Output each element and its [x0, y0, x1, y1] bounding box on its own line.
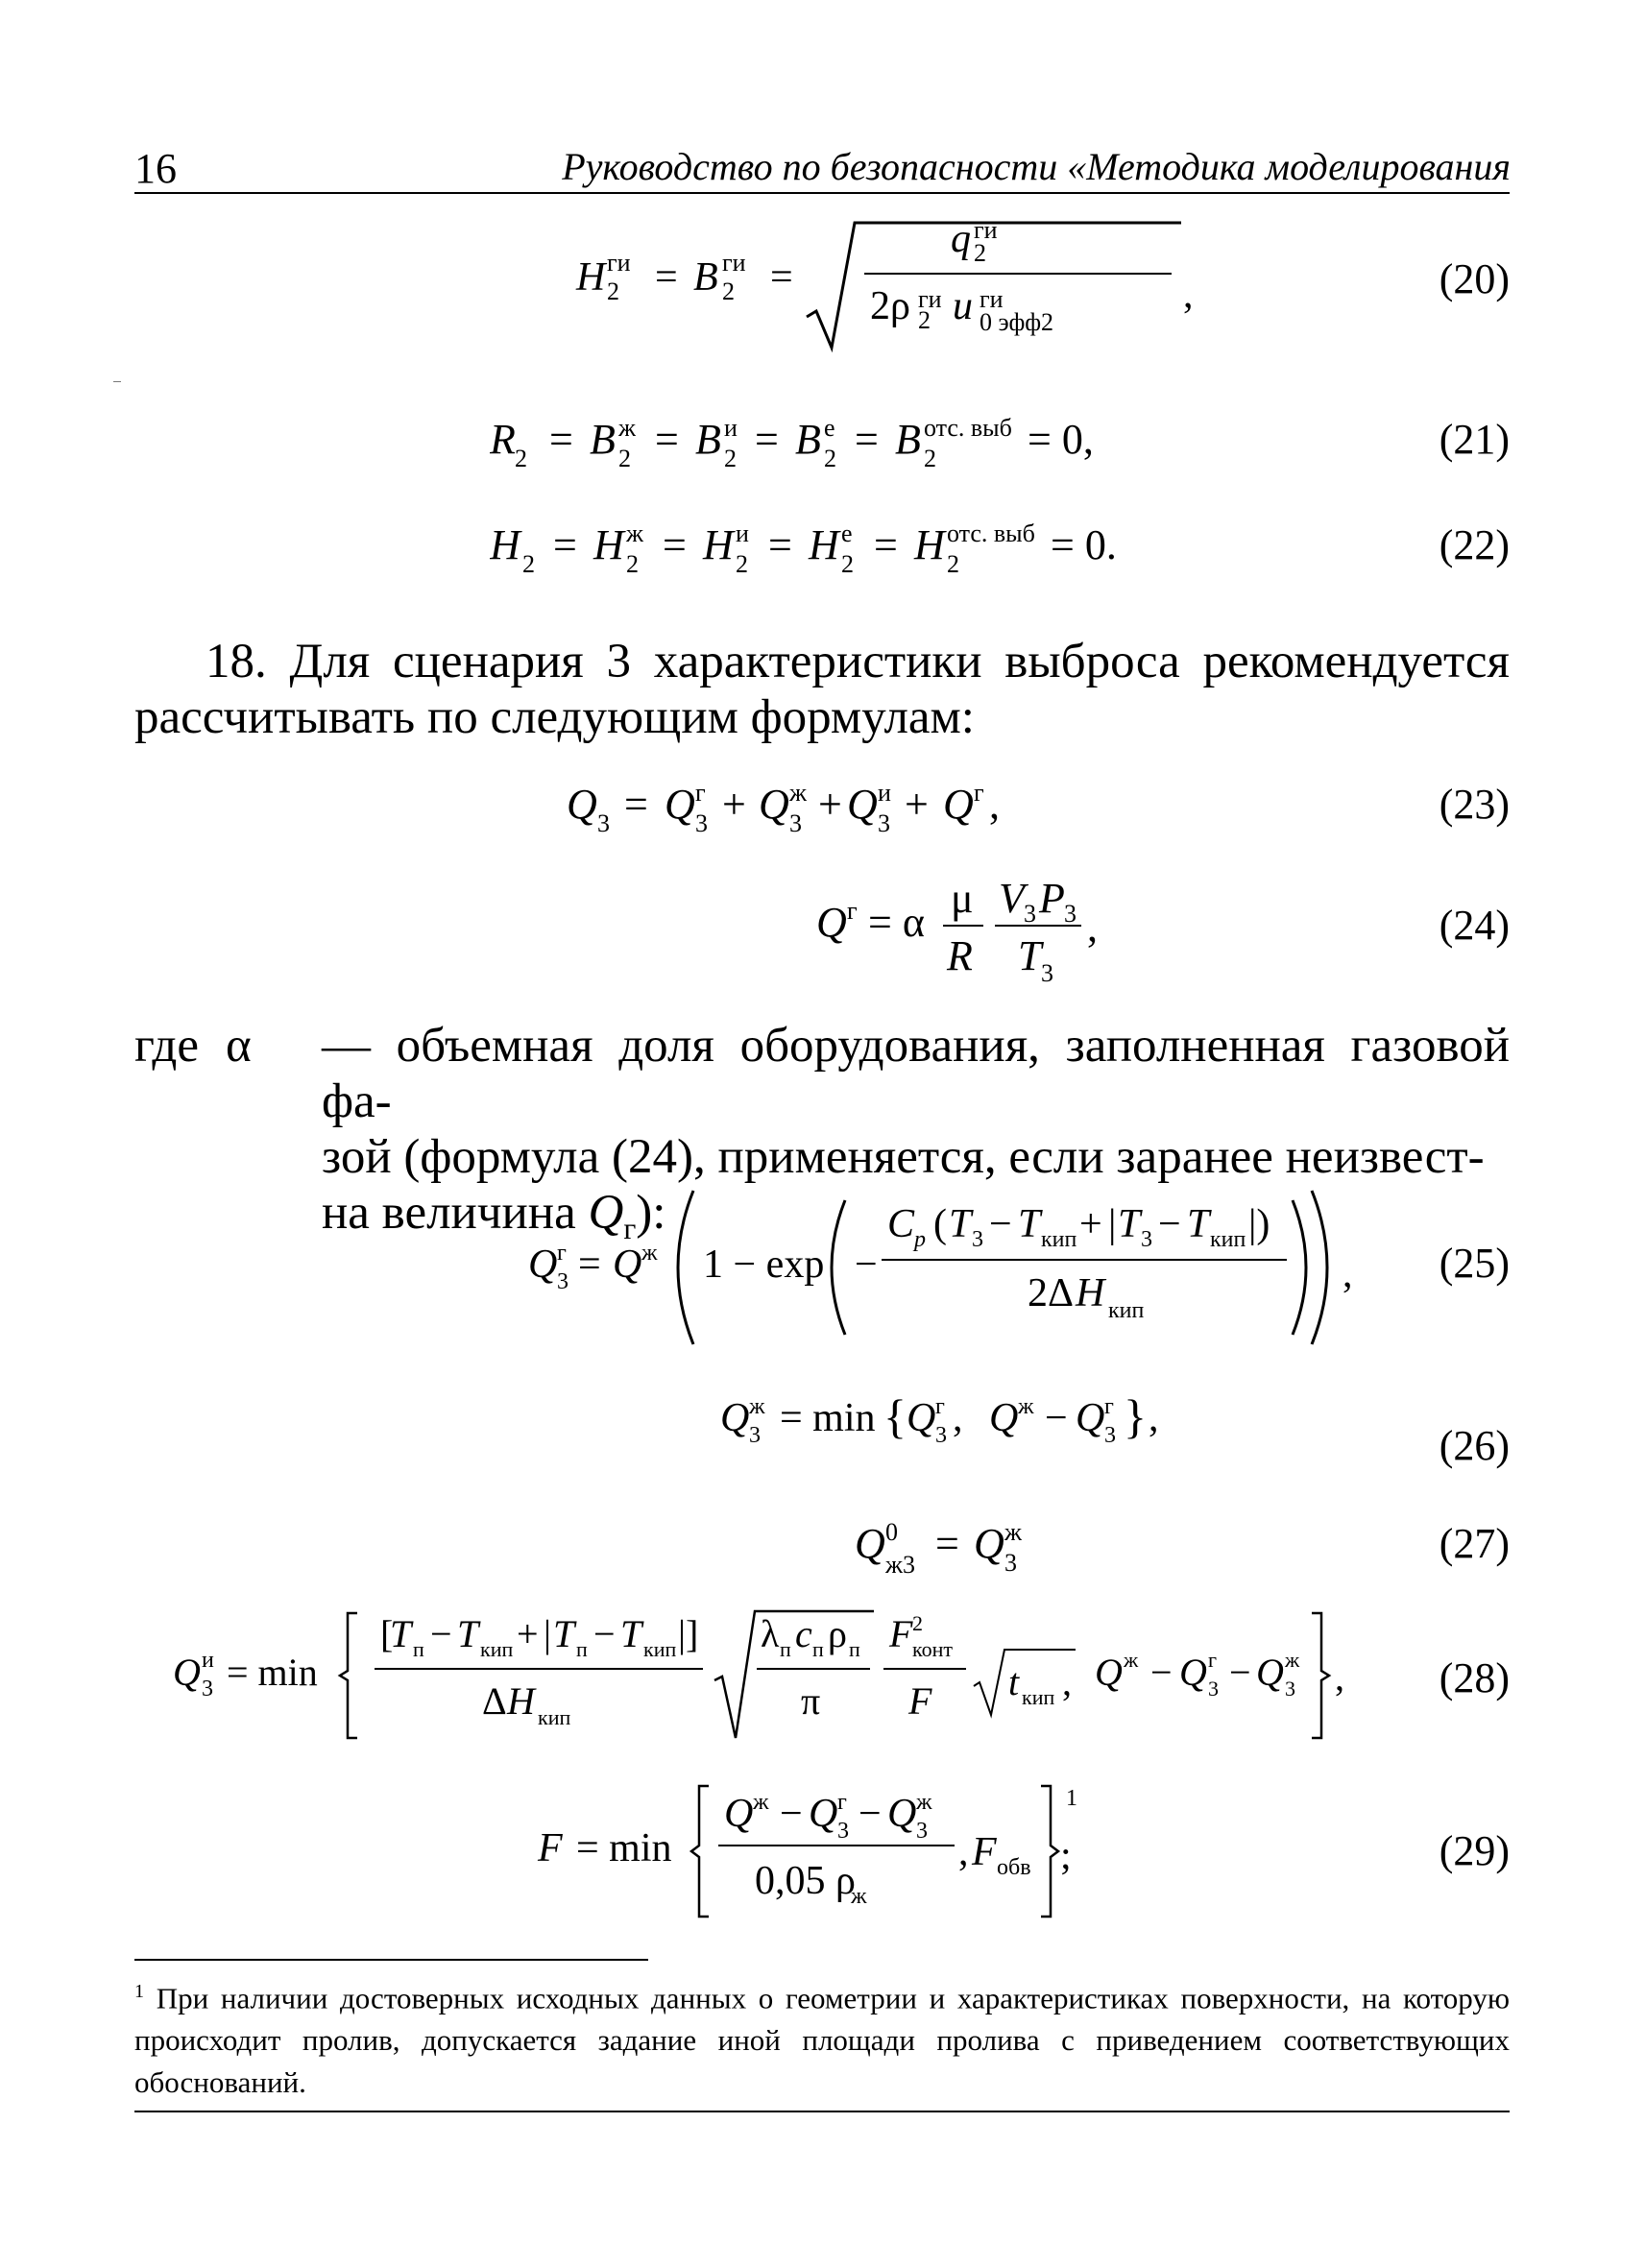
svg-text:+: +	[1079, 1202, 1102, 1246]
alpha-symbol: α	[226, 1019, 252, 1073]
svg-text:е: е	[824, 414, 835, 442]
svg-text:λ: λ	[761, 1612, 780, 1655]
svg-text:3: 3	[1024, 900, 1036, 928]
svg-text:−: −	[989, 1202, 1012, 1246]
svg-text:г: г	[557, 1241, 567, 1266]
svg-text:B: B	[693, 255, 718, 300]
equation-number: (25)	[1439, 1240, 1510, 1287]
svg-text:=: =	[655, 416, 679, 463]
svg-text:−: −	[593, 1612, 616, 1655]
svg-text:ж: ж	[626, 519, 643, 547]
formula-28	[134, 1604, 1517, 1748]
svg-text:г: г	[935, 1394, 945, 1419]
svg-text:Q: Q	[943, 781, 974, 828]
svg-text:Q: Q	[809, 1792, 838, 1836]
svg-text:=: =	[578, 1243, 601, 1287]
svg-text:ж: ж	[851, 1884, 867, 1909]
svg-text:=: =	[874, 521, 898, 568]
svg-text:3: 3	[557, 1269, 568, 1294]
svg-text:2: 2	[918, 306, 931, 334]
definition-line: — объемная доля оборудования, заполненная газовой фа-	[322, 1019, 1510, 1128]
svg-text:3: 3	[1104, 1423, 1116, 1448]
svg-text:R: R	[947, 932, 973, 979]
svg-text:Δ: Δ	[482, 1679, 507, 1723]
svg-text:= min: = min	[780, 1396, 876, 1440]
svg-text:конт: конт	[912, 1637, 953, 1661]
svg-text:п: п	[413, 1637, 424, 1661]
svg-text:п: п	[576, 1637, 588, 1661]
svg-text:p: p	[914, 1227, 926, 1252]
equation-number: (22)	[1439, 521, 1510, 568]
svg-text:= 0,: = 0,	[1028, 416, 1094, 463]
svg-text:,: ,	[989, 781, 1000, 828]
svg-text:г: г	[1208, 1648, 1218, 1672]
svg-text:Q: Q	[1076, 1396, 1105, 1440]
svg-text:=: =	[624, 781, 648, 828]
svg-text:|): |)	[1248, 1202, 1270, 1246]
svg-text:3: 3	[935, 1423, 947, 1448]
svg-text:Q: Q	[1256, 1651, 1284, 1694]
svg-text:H: H	[593, 521, 624, 568]
svg-text:2: 2	[722, 277, 735, 305]
equation-25	[134, 1181, 1510, 1354]
svg-text:Q: Q	[1095, 1651, 1123, 1694]
svg-text:2: 2	[947, 550, 959, 578]
formula-23	[567, 768, 1335, 864]
svg-text:кип: кип	[538, 1705, 571, 1729]
svg-text:−: −	[430, 1612, 452, 1655]
svg-text:ж: ж	[753, 1790, 769, 1815]
svg-text:,: ,	[953, 1396, 963, 1440]
svg-text:−: −	[780, 1792, 803, 1836]
svg-text:2: 2	[626, 550, 639, 578]
svg-text:1: 1	[1066, 1786, 1077, 1811]
svg-text:=: =	[935, 1520, 959, 1567]
equation-number: (24)	[1439, 902, 1510, 949]
svg-text:,: ,	[1335, 1655, 1344, 1699]
svg-text:−: −	[1158, 1202, 1181, 1246]
footnote-text: При наличии достоверных исходных данных о геометрии и характеристиках поверхности, на которую происходит пролив, допускается задание иной площади пролива с приведением соответствующих обоснований.	[134, 1981, 1511, 2100]
svg-text:Q: Q	[887, 1792, 917, 1836]
svg-text:ρ: ρ	[828, 1612, 847, 1655]
definition-line: на величина $Q_г$):	[322, 1186, 666, 1246]
svg-text:Q: Q	[567, 781, 597, 828]
svg-text:,: ,	[1343, 1252, 1353, 1296]
svg-text:кип: кип	[1108, 1298, 1145, 1323]
svg-text:+: +	[905, 781, 929, 828]
svg-text:,: ,	[958, 1830, 969, 1874]
header-rule	[134, 192, 1510, 194]
svg-text:3: 3	[1285, 1677, 1295, 1701]
svg-text:2: 2	[607, 277, 619, 305]
svg-text:и: и	[736, 519, 749, 547]
svg-text:=: =	[655, 255, 678, 300]
svg-text:3: 3	[597, 809, 610, 837]
formula-22	[490, 509, 1354, 605]
svg-text:−: −	[1229, 1651, 1251, 1694]
svg-text:=: =	[549, 416, 573, 463]
svg-text:2: 2	[974, 239, 986, 267]
svg-text:=: =	[770, 255, 793, 300]
definition-line: зой (формула (24), применяется, если заранее неизвест-	[322, 1130, 1485, 1184]
equation-number: (27)	[1439, 1520, 1510, 1567]
svg-text:H: H	[914, 521, 945, 568]
svg-text:2: 2	[515, 445, 527, 472]
svg-text:е: е	[841, 519, 853, 547]
svg-text:и: и	[202, 1648, 214, 1673]
formula-21	[490, 403, 1354, 499]
svg-text:ж: ж	[749, 1394, 765, 1419]
svg-text:ж: ж	[1285, 1648, 1300, 1672]
svg-text:(: (	[933, 1202, 947, 1246]
svg-text:=: =	[553, 521, 577, 568]
svg-text:2: 2	[618, 445, 631, 472]
svg-text:3: 3	[202, 1677, 213, 1701]
svg-text:3: 3	[1004, 1549, 1017, 1577]
svg-text:= 0.: = 0.	[1051, 521, 1117, 568]
svg-text:;: ;	[1060, 1834, 1072, 1878]
equation-26	[134, 1383, 1510, 1488]
svg-text:|]: |]	[678, 1612, 699, 1655]
svg-text:{: {	[883, 1389, 907, 1443]
svg-text:Q: Q	[907, 1396, 936, 1440]
svg-text:ж: ж	[1018, 1394, 1034, 1419]
svg-text:Q: Q	[613, 1243, 642, 1287]
svg-text:г: г	[695, 779, 706, 807]
equation-21	[134, 403, 1510, 499]
svg-text:3: 3	[789, 809, 802, 837]
svg-text:г: г	[974, 779, 984, 807]
svg-text:,: ,	[1183, 273, 1194, 317]
svg-text:ги: ги	[918, 285, 942, 313]
svg-text:и: и	[724, 414, 738, 442]
svg-text:T: T	[1018, 932, 1042, 979]
svg-text:= min: = min	[227, 1651, 318, 1694]
svg-text:μ: μ	[951, 875, 974, 922]
svg-text:T: T	[457, 1612, 479, 1655]
equation-number: (28)	[1439, 1654, 1510, 1701]
svg-text:,: ,	[1062, 1660, 1072, 1703]
svg-text:=: =	[855, 416, 879, 463]
svg-text:H: H	[507, 1679, 535, 1723]
footnote	[134, 1970, 1510, 2104]
svg-text:F: F	[889, 1612, 913, 1655]
svg-text:ж: ж	[641, 1241, 658, 1266]
svg-text:B: B	[795, 416, 821, 463]
svg-text:F: F	[538, 1826, 563, 1870]
footnote-marker: 1	[134, 1981, 144, 2002]
svg-text:г: г	[1104, 1394, 1114, 1419]
svg-text:T: T	[1118, 1202, 1141, 1246]
equation-22	[134, 509, 1510, 605]
svg-text:T: T	[553, 1612, 575, 1655]
svg-text:Q: Q	[855, 1520, 885, 1567]
svg-text:3: 3	[878, 809, 890, 837]
svg-text:H: H	[703, 521, 734, 568]
svg-text:2ρ: 2ρ	[870, 284, 910, 328]
margin-mark	[113, 381, 121, 382]
svg-text:T: T	[1187, 1202, 1210, 1246]
svg-text:Q: Q	[720, 1396, 750, 1440]
svg-text:−: −	[859, 1792, 882, 1836]
svg-text:,: ,	[1087, 904, 1098, 951]
svg-text:отс. выб: отс. выб	[947, 519, 1035, 547]
svg-text:π: π	[801, 1679, 821, 1723]
svg-text:кип: кип	[1210, 1227, 1246, 1252]
equation-number: (26)	[1439, 1422, 1510, 1469]
formula-24	[807, 864, 1191, 989]
svg-text:ж: ж	[1124, 1648, 1139, 1672]
svg-text:Q: Q	[665, 781, 695, 828]
svg-text:2: 2	[522, 550, 535, 578]
svg-text:Q: Q	[528, 1243, 558, 1287]
bottom-rule	[134, 2111, 1510, 2112]
svg-text:3: 3	[695, 809, 708, 837]
svg-text:H: H	[1076, 1271, 1105, 1315]
svg-text:−: −	[855, 1243, 878, 1287]
svg-text:=: =	[663, 521, 687, 568]
svg-text:R: R	[490, 416, 516, 463]
svg-text:Q: Q	[847, 781, 878, 828]
equation-number: (23)	[1439, 781, 1510, 828]
svg-text:F: F	[908, 1679, 932, 1723]
page-number: 16	[134, 145, 177, 192]
svg-text:ж: ж	[1004, 1518, 1022, 1546]
equation-number: (21)	[1439, 416, 1510, 463]
formula-29	[528, 1776, 1296, 1920]
svg-text:=: =	[768, 521, 792, 568]
svg-text:3: 3	[837, 1819, 849, 1844]
svg-text:q: q	[951, 217, 971, 261]
svg-text:|: |	[1108, 1202, 1117, 1246]
running-title: Руководство по безопасности «Методика моделирования	[562, 145, 1511, 188]
svg-text:Q: Q	[974, 1520, 1004, 1567]
svg-text:H: H	[576, 255, 606, 300]
formula-20	[567, 211, 1239, 355]
formula-25	[519, 1181, 1402, 1354]
equation-29	[134, 1776, 1510, 1920]
svg-text:ж: ж	[789, 779, 807, 807]
svg-text:T: T	[1018, 1202, 1041, 1246]
svg-text:ж3: ж3	[885, 1551, 915, 1579]
svg-text:B: B	[895, 416, 921, 463]
svg-text:обв: обв	[997, 1855, 1031, 1880]
svg-text:−: −	[1045, 1396, 1068, 1440]
svg-text:кип: кип	[480, 1637, 514, 1661]
svg-text:B: B	[590, 416, 616, 463]
equation-23	[134, 768, 1510, 864]
svg-text:H: H	[490, 521, 520, 568]
svg-text:п: п	[849, 1637, 860, 1661]
svg-text:2Δ: 2Δ	[1028, 1271, 1075, 1315]
svg-text:ж: ж	[618, 414, 636, 442]
svg-text:и: и	[878, 779, 891, 807]
svg-text:[: [	[380, 1612, 394, 1655]
svg-text:0 эфф2: 0 эфф2	[980, 308, 1054, 336]
equation-28	[134, 1604, 1510, 1748]
formula-26	[711, 1383, 1248, 1488]
svg-text:|: |	[544, 1612, 552, 1655]
svg-text:отс. выб: отс. выб	[924, 414, 1012, 442]
svg-text:Q: Q	[724, 1792, 754, 1836]
svg-text:T: T	[949, 1202, 972, 1246]
svg-text:P: P	[1039, 875, 1065, 922]
svg-text:2: 2	[724, 445, 737, 472]
svg-text:0,05 ρ: 0,05 ρ	[755, 1859, 856, 1903]
svg-text:3: 3	[1064, 900, 1077, 928]
svg-text:3: 3	[1141, 1227, 1152, 1252]
svg-text:= min: = min	[576, 1826, 672, 1870]
svg-text:+: +	[818, 781, 842, 828]
equation-number: (20)	[1439, 255, 1510, 302]
svg-text:,: ,	[1149, 1396, 1159, 1440]
svg-text:3: 3	[972, 1227, 983, 1252]
svg-text:2: 2	[824, 445, 836, 472]
equation-number: (29)	[1439, 1827, 1510, 1874]
equation-24	[134, 864, 1510, 989]
svg-text:}: }	[1124, 1389, 1147, 1443]
svg-text:1 − exp: 1 − exp	[703, 1243, 825, 1287]
svg-text:ж: ж	[916, 1790, 932, 1815]
formula-27	[845, 1508, 1133, 1604]
svg-text:3: 3	[916, 1819, 928, 1844]
svg-text:кип: кип	[1041, 1227, 1077, 1252]
where-label: где	[134, 1019, 199, 1073]
svg-text:кип: кип	[643, 1637, 677, 1661]
svg-text:C: C	[887, 1202, 915, 1246]
svg-text:=: =	[755, 416, 779, 463]
svg-text:п: п	[780, 1637, 791, 1661]
svg-text:Q: Q	[759, 781, 789, 828]
svg-text:3: 3	[749, 1423, 761, 1448]
svg-text:г: г	[837, 1790, 847, 1815]
svg-text:ги: ги	[607, 249, 631, 277]
svg-text:= α: = α	[868, 899, 925, 946]
svg-text:Q: Q	[989, 1396, 1019, 1440]
svg-text:F: F	[972, 1830, 997, 1874]
equation-27	[134, 1508, 1510, 1604]
svg-text:T: T	[390, 1612, 412, 1655]
svg-text:г: г	[847, 897, 858, 925]
svg-text:2: 2	[912, 1611, 923, 1635]
equation-20	[134, 211, 1510, 355]
svg-text:2: 2	[924, 445, 936, 472]
svg-text:ги: ги	[980, 285, 1004, 313]
svg-text:V: V	[999, 875, 1025, 922]
svg-text:п: п	[812, 1637, 824, 1661]
svg-text:−: −	[1150, 1651, 1173, 1694]
svg-text:Q: Q	[816, 899, 847, 946]
svg-text:B: B	[695, 416, 721, 463]
svg-text:3: 3	[1041, 959, 1053, 987]
svg-text:2: 2	[736, 550, 748, 578]
svg-text:c: c	[795, 1612, 812, 1655]
footnote-rule	[134, 1959, 648, 1961]
svg-text:+: +	[722, 781, 746, 828]
svg-text:0: 0	[885, 1518, 898, 1546]
svg-text:+: +	[517, 1612, 539, 1655]
svg-text:кип: кип	[1022, 1685, 1055, 1709]
svg-text:T: T	[620, 1612, 642, 1655]
svg-text:H: H	[809, 521, 839, 568]
svg-text:Q: Q	[1179, 1651, 1207, 1694]
svg-text:Q: Q	[173, 1651, 201, 1694]
svg-text:3: 3	[1208, 1677, 1219, 1701]
svg-text:2: 2	[841, 550, 854, 578]
svg-text:ги: ги	[974, 216, 998, 244]
svg-text:t: t	[1008, 1660, 1020, 1703]
svg-text:u: u	[953, 284, 973, 328]
paragraph-18: 18. Для сценария 3 характеристики выброса рекомендуется рассчитывать по следующим формулам:	[134, 635, 1510, 744]
svg-text:ги: ги	[722, 249, 746, 277]
